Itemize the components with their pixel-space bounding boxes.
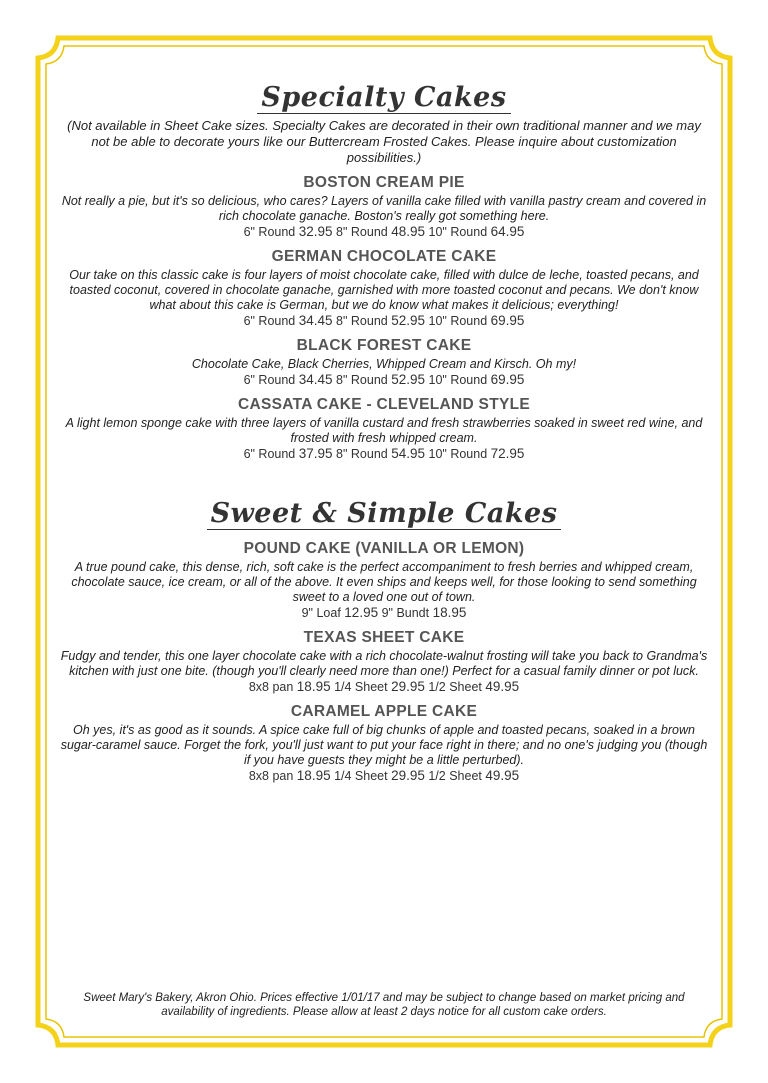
sweet-simple-cakes-title: Sweet & Simple Cakes (60, 496, 708, 532)
item-prices (60, 679, 708, 695)
price-value: 29.95 (391, 679, 425, 694)
size-label: 8" Round (336, 225, 388, 239)
size-label: 10" Round (428, 225, 488, 239)
menu-item (60, 396, 708, 462)
size-label: 10" Round (428, 373, 488, 387)
price-value: 32.95 (298, 224, 333, 239)
price-value: 64.95 (490, 224, 525, 239)
item-name: BLACK FOREST CAKE (296, 337, 472, 354)
item-description: Our take on this classic cake is four layers of moist chocolate cake, filled with dulce de leche, toasted pecans, and toasted coconut, covered in chocolate ganache, garnished with more toasted coconut and pecans. We don't know what about this cake is German, but we do know what makes it delicious; everything! (69, 268, 699, 312)
price-value: 72.95 (490, 446, 525, 461)
footer-note: Sweet Mary's Bakery, Akron Ohio. Prices effective 1/01/17 and may be subject to change based on market pricing and availability of ingredients. Please allow at least 2 days notice for all custom cake orders. (83, 992, 685, 1018)
specialty-cakes-title: Specialty Cakes (60, 80, 708, 116)
item-name: GERMAN CHOCOLATE CAKE (271, 248, 497, 265)
item-prices (60, 446, 708, 462)
menu-item (60, 174, 708, 240)
size-label: 10" Round (428, 447, 488, 461)
size-label: 8x8 pan (248, 769, 294, 783)
item-prices (60, 605, 708, 621)
item-name: POUND CAKE (VANILLA OR LEMON) (243, 540, 525, 557)
price-value: 69.95 (490, 372, 525, 387)
price-value: 34.45 (298, 372, 333, 387)
price-value: 48.95 (391, 224, 426, 239)
size-label: 8" Round (336, 314, 388, 328)
item-prices (60, 313, 708, 329)
price-value: 52.95 (391, 313, 426, 328)
item-description: Not really a pie, but it's so delicious, who cares? Layers of vanilla cake filled with vanilla pastry cream and covered in rich chocolate ganache. Boston's really got something here. (61, 194, 707, 223)
price-value: 69.95 (490, 313, 525, 328)
price-value: 18.95 (432, 605, 467, 620)
menu-item (60, 248, 708, 329)
size-label: 6" Round (243, 225, 296, 239)
size-label: 6" Round (243, 373, 296, 387)
price-value: 12.95 (344, 605, 379, 620)
price-value: 49.95 (485, 768, 520, 783)
item-prices (60, 768, 708, 784)
item-description: A true pound cake, this dense, rich, soft cake is the perfect accompaniment to fresh berries and whipped cream, chocolate sauce, ice cream, or all of the above. It even ships and keeps well, for those looking to send something sweet to a loved one out of town. (71, 560, 697, 604)
size-label: 10" Round (428, 314, 488, 328)
menu-item (60, 629, 708, 695)
menu-content (60, 80, 708, 784)
size-label: 6" Round (243, 447, 296, 461)
size-label: 9" Bundt (381, 606, 430, 620)
section-spacer (60, 462, 708, 496)
size-label: 1/2 Sheet (428, 680, 482, 694)
price-value: 52.95 (391, 372, 426, 387)
item-name: CASSATA CAKE - CLEVELAND STYLE (237, 396, 531, 413)
menu-item (60, 540, 708, 621)
item-description: Oh yes, it's as good as it sounds. A spice cake full of big chunks of apple and toasted pecans, soaked in a brown sugar-caramel sauce. Forget the fork, you'll just want to put your face right in there; and no one's judging you (though if you have guests they might be a little perturbed). (60, 723, 708, 767)
price-value: 29.95 (391, 768, 425, 783)
price-value: 18.95 (296, 679, 331, 694)
size-label: 6" Round (243, 314, 296, 328)
price-value: 49.95 (485, 679, 520, 694)
size-label: 1/4 Sheet (334, 680, 388, 694)
menu-item (60, 703, 708, 784)
item-name: CARAMEL APPLE CAKE (290, 703, 478, 720)
item-description: A light lemon sponge cake with three layers of vanilla custard and fresh strawberries soaked in sweet red wine, and frosted with fresh whipped cream. (65, 416, 703, 445)
menu-item (60, 337, 708, 388)
item-name: TEXAS SHEET CAKE (303, 629, 465, 646)
size-label: 1/2 Sheet (428, 769, 482, 783)
specialty-intro: (Not available in Sheet Cake sizes. Specialty Cakes are decorated in their own traditional manner and we may not be able to decorate yours like our Buttercream Frosted Cakes. Please inquire about customization possibilities.) (67, 118, 701, 165)
price-value: 34.45 (298, 313, 333, 328)
price-value: 18.95 (296, 768, 331, 783)
size-label: 8x8 pan (248, 680, 294, 694)
price-value: 37.95 (298, 446, 333, 461)
size-label: 9" Loaf (301, 606, 341, 620)
size-label: 8" Round (336, 373, 388, 387)
size-label: 1/4 Sheet (334, 769, 388, 783)
item-description: Chocolate Cake, Black Cherries, Whipped Cream and Kirsch. Oh my! (191, 357, 577, 371)
price-value: 54.95 (391, 446, 426, 461)
item-prices (60, 224, 708, 240)
size-label: 8" Round (336, 447, 388, 461)
item-name: BOSTON CREAM PIE (303, 174, 465, 191)
item-prices (60, 372, 708, 388)
item-description: Fudgy and tender, this one layer chocolate cake with a rich chocolate-walnut frosting will take you back to Grandma's kitchen with just one bite. (though you'll clearly need more than one!) Perfect for a casual family dinner or pot luck. (60, 649, 708, 678)
